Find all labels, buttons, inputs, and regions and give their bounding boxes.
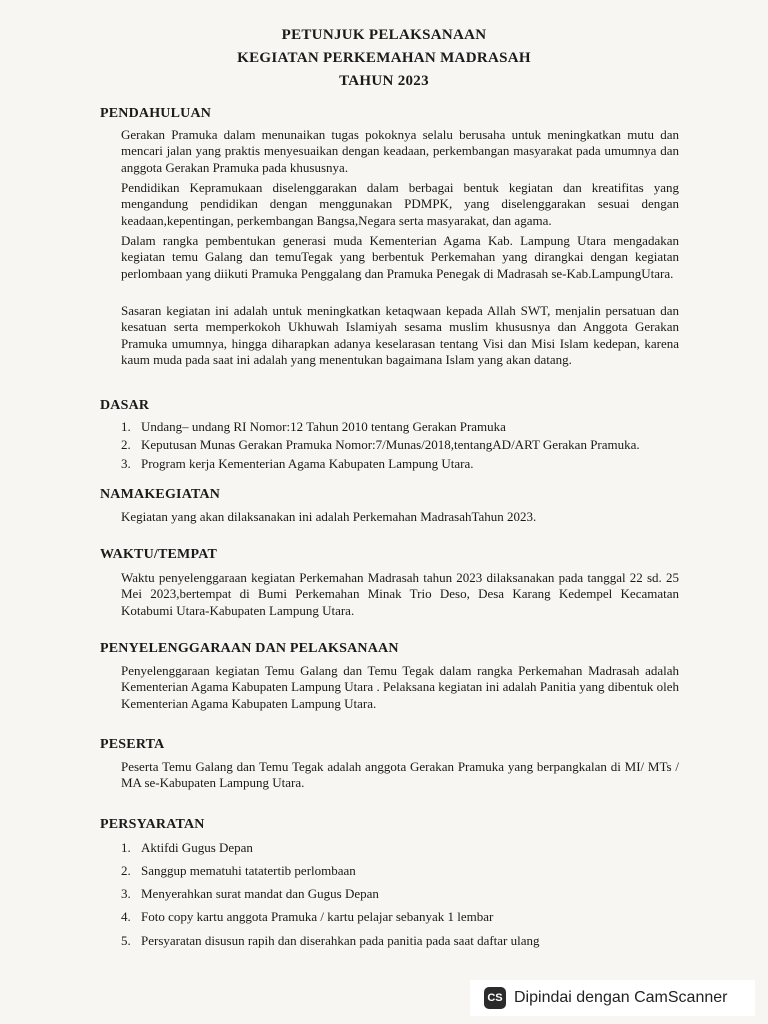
waktu-tempat-text: Waktu penyelenggaraan kegiatan Perkemahan Madrasah tahun 2023 dilaksanakan pada tanggal 22 sd. 25 Mei 2023,bertempat di Bumi Perkemahan Minak Trio Deso, Desa Karang Kedempel Kecamatan Kotabumi Utara-Kabupaten Lampung Utara. [121,570,679,618]
dasar-item: 2. Keputusan Munas Gerakan Pramuka Nomor:7/Munas/2018,tentangAD/ART Gerakan Pramuka. [121,437,640,452]
pendahuluan-para-1: Gerakan Pramuka dalam menunaikan tugas pokoknya selalu berusaha untuk meningkatkan mutu dan mencari jalan yang praktis menyesuaikan dengan keadaan, perkembangan masyarakat pada umumnya dan anggota Gerakan Pramuka pada khususnya. [121,127,679,175]
persyaratan-item: 4. Foto copy kartu anggota Pramuka / kartu pelajar sebanyak 1 lembar [121,909,494,924]
camscanner-logo-icon: CS [484,987,506,1009]
persyaratan-item: 5. Persyaratan disusun rapih dan diserahkan pada panitia pada saat daftar ulang [121,933,540,948]
heading-penyelenggaraan: PENYELENGGARAAN DAN PELAKSANAAN [100,641,399,656]
dasar-item: 3. Program kerja Kementerian Agama Kabupaten Lampung Utara. [121,456,474,471]
pendahuluan-para-2: Pendidikan Kepramukaan diselenggarakan dalam berbagai bentuk kegiatan dan kreatifitas yang mengandung pendidikan dengan menggunakan PDMPK, yang diselenggarakan sesuai dengan keadaan,kepentingan, perkembangan Bangsa,Negara serta masyarakat, dan agama. [121,180,679,228]
penyelenggaraan-text: Penyelenggaraan kegiatan Temu Galang dan Temu Tegak dalam rangka Perkemahan Madrasah adalah Kementerian Agama Kabupaten Lampung Utara . Pelaksana kegiatan ini adalah Panitia yang dibentuk oleh Kementerian Agama Kabupaten Lampung Utara. [121,663,679,711]
namakegiatan-text: Kegiatan yang akan dilaksanakan ini adalah Perkemahan MadrasahTahun 2023. [121,509,537,524]
pendahuluan-para-3: Dalam rangka pembentukan generasi muda Kementerian Agama Kab. Lampung Utara mengadakan kegiatan temu Galang dan temuTegak yang berbentuk Perkemahan yang dirangkai dengan kegiatan perlombaan yang diikuti Pramuka Penggalang dan Pramuka Penegak di Madrasah se-Kab.LampungUtara. [121,233,679,281]
watermark-text: Dipindai dengan CamScanner [514,989,728,1006]
pendahuluan-para-4: Sasaran kegiatan ini adalah untuk meningkatkan ketaqwaan kepada Allah SWT, menjalin persatuan dan kesatuan serta memperkokoh Ukhuwah Islamiyah sesama muslim khususnya dan Anggota Gerakan Pramuka umumnya, hingga diharapkan adanya keselarasan tentang Visi dan Misi Islam kedepan, karena kaum muda pada saat ini adalah yang menentukan bagaimana Islam yang akan datang. [121,303,679,368]
heading-dasar: DASAR [100,398,150,413]
doc-title-line2: KEGIATAN PERKEMAHAN MADRASAH [237,50,531,66]
doc-title-line3: TAHUN 2023 [339,73,429,89]
heading-pendahuluan: PENDAHULUAN [100,106,212,121]
heading-namakegiatan: NAMAKEGIATAN [100,487,221,502]
camscanner-watermark [470,980,755,1016]
doc-title-line1: PETUNJUK PELAKSANAAN [281,27,487,43]
persyaratan-item: 2. Sanggup mematuhi tatatertib perlombaan [121,863,356,878]
heading-persyaratan: PERSYARATAN [100,817,205,832]
persyaratan-item: 3. Menyerahkan surat mandat dan Gugus Depan [121,886,379,901]
persyaratan-item: 1. Aktifdi Gugus Depan [121,840,253,855]
heading-peserta: PESERTA [100,737,165,752]
dasar-item: 1. Undang– undang RI Nomor:12 Tahun 2010 tentang Gerakan Pramuka [121,419,506,434]
peserta-text: Peserta Temu Galang dan Temu Tegak adalah anggota Gerakan Pramuka yang berpangkalan di MI/ MTs / MA se-Kabupaten Lampung Utara. [121,759,679,791]
heading-waktu-tempat: WAKTU/TEMPAT [100,547,217,562]
